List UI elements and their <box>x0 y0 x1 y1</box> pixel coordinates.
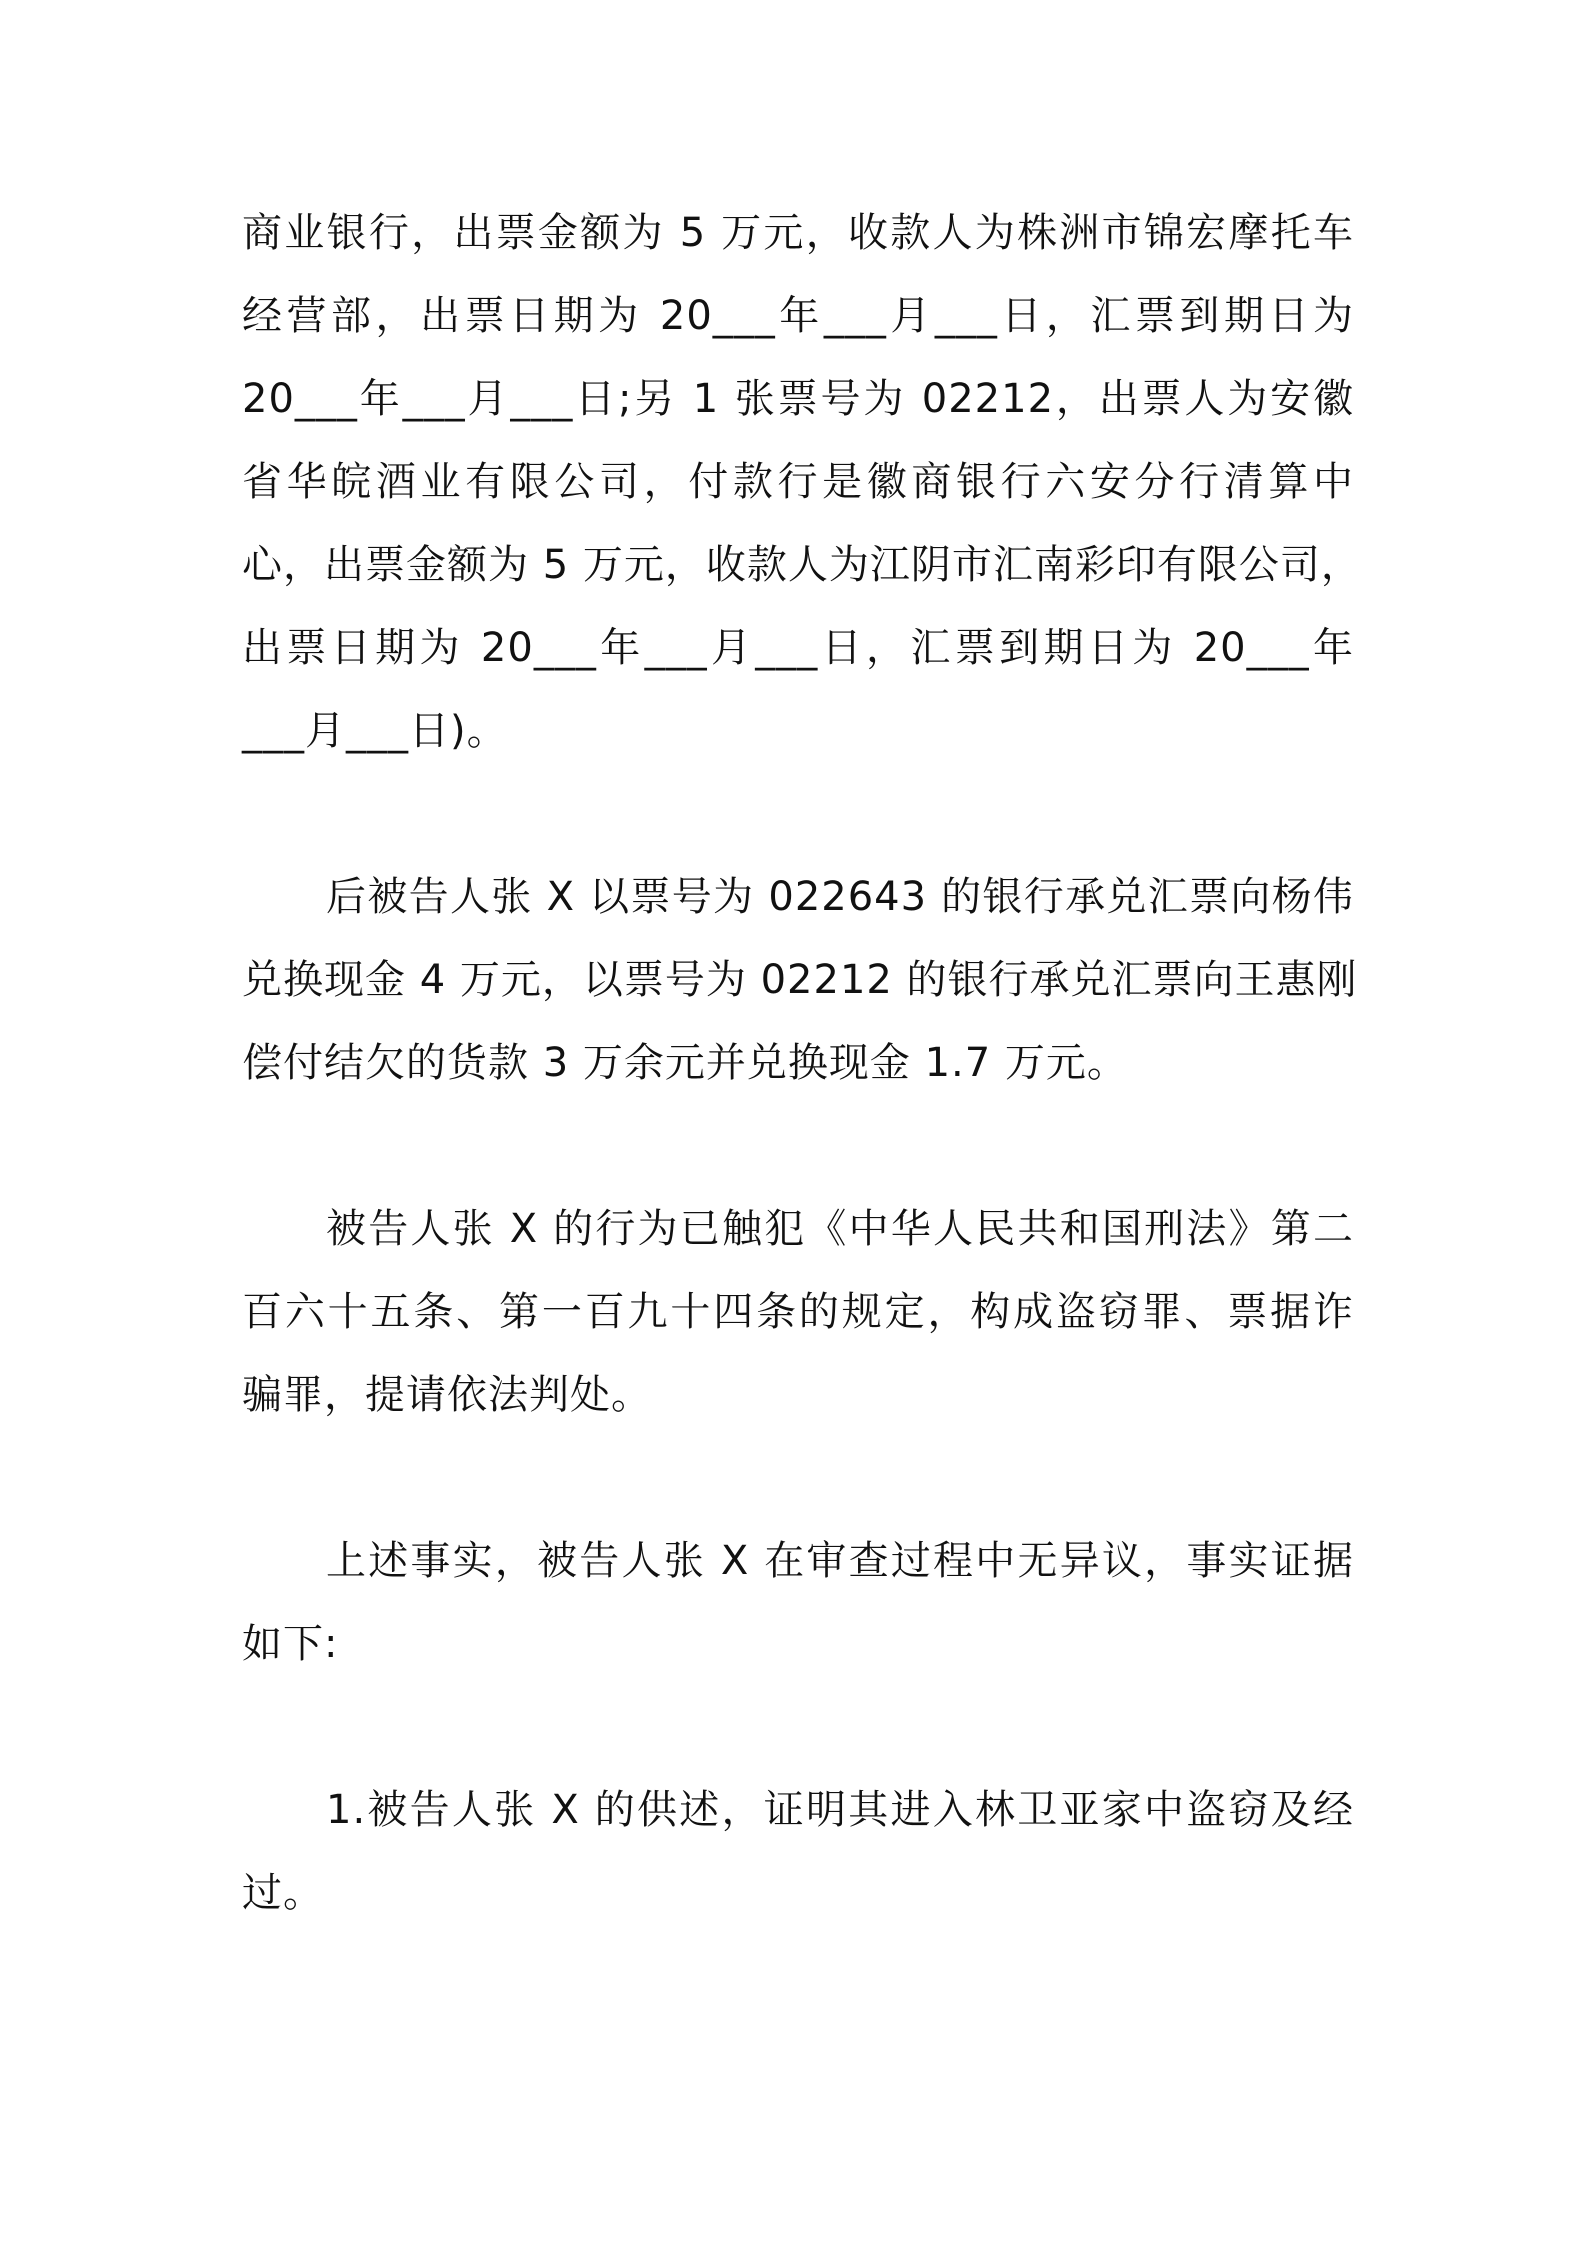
text-line: 兑换现金 4 万元，以票号为 02212 的银行承兑汇票向王惠刚 <box>242 957 1358 1003</box>
text-line: 省华皖酒业有限公司，付款行是徽商银行六安分行清算中 <box>242 459 1354 505</box>
paragraph-3 <box>242 1188 1354 1437</box>
paragraph-spacer <box>242 773 1354 856</box>
text-line: 被告人张 X 的行为已触犯《中华人民共和国刑法》第二 <box>326 1206 1354 1252</box>
text-line: 经营部，出票日期为 20___年___月___日，汇票到期日为 <box>242 293 1354 339</box>
text-line: 百六十五条、第一百九十四条的规定，构成盗窃罪、票据诈 <box>242 1289 1354 1335</box>
text-line: ___月___日)。 <box>242 708 508 754</box>
paragraph-spacer <box>242 1686 1354 1769</box>
text-line: 出票日期为 20___年___月___日，汇票到期日为 20___年 <box>242 625 1354 671</box>
paragraph-spacer <box>242 1437 1354 1520</box>
text-line: 如下: <box>242 1621 339 1667</box>
text-line: 20___年___月___日;另 1 张票号为 02212，出票人为安徽 <box>242 376 1354 422</box>
text-line: 1.被告人张 X 的供述，证明其进入林卫亚家中盗窃及经 <box>326 1787 1354 1833</box>
paragraph-4 <box>242 1520 1354 1686</box>
paragraph-spacer <box>242 1105 1354 1188</box>
paragraph-1 <box>242 192 1362 773</box>
text-line: 商业银行，出票金额为 5 万元，收款人为株洲市锦宏摩托车 <box>242 210 1354 256</box>
text-line: 偿付结欠的货款 3 万余元并兑换现金 1.7 万元。 <box>242 1040 1128 1086</box>
paragraph-2 <box>242 856 1358 1105</box>
paragraph-5 <box>242 1769 1354 1935</box>
document-body <box>242 192 1362 1935</box>
text-line: 心，出票金额为 5 万元，收款人为江阴市汇南彩印有限公司， <box>242 542 1362 588</box>
text-line: 过。 <box>242 1870 324 1916</box>
text-line: 上述事实，被告人张 X 在审查过程中无异议，事实证据 <box>326 1538 1354 1584</box>
text-line: 后被告人张 X 以票号为 022643 的银行承兑汇票向杨伟 <box>326 874 1354 920</box>
text-line: 骗罪，提请依法判处。 <box>242 1372 652 1418</box>
